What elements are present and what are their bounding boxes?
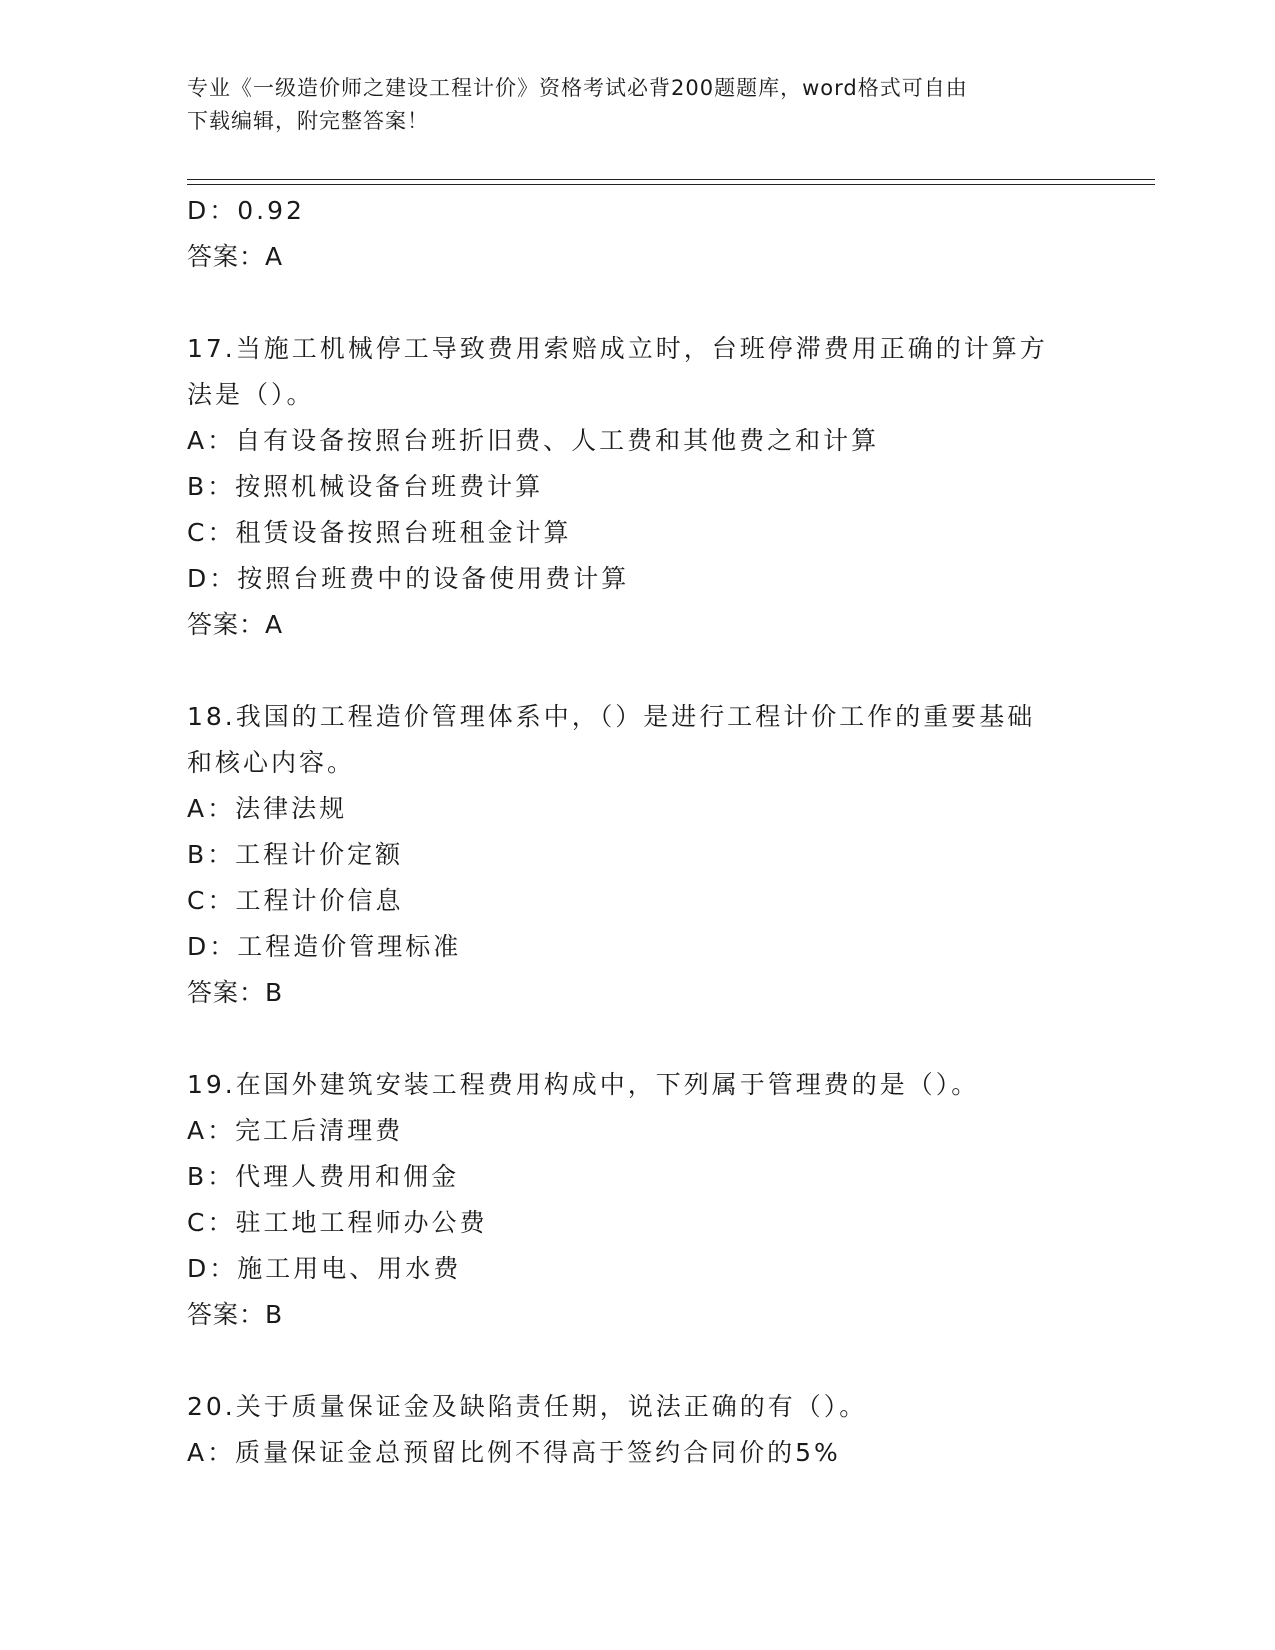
question-20 bbox=[187, 1384, 1087, 1476]
question-stem: 17.当施工机械停工导致费用索赔成立时，台班停滞费用正确的计算方 bbox=[187, 334, 1048, 363]
spacer bbox=[187, 1338, 1087, 1384]
question-stem: 18.我国的工程造价管理体系中，（）是进行工程计价工作的重要基础 bbox=[187, 702, 1036, 731]
option-b: B：按照机械设备台班费计算 bbox=[187, 472, 544, 501]
header-divider-top bbox=[187, 179, 1155, 180]
previous-question-tail bbox=[187, 188, 1087, 280]
header-line-1: 专业《一级造价师之建设工程计价》资格考试必背200题题库，word格式可自由 bbox=[187, 76, 968, 100]
header-line-2: 下载编辑，附完整答案！ bbox=[187, 109, 429, 133]
option-d: D：按照台班费中的设备使用费计算 bbox=[187, 564, 630, 593]
question-stem: 20.关于质量保证金及缺陷责任期，说法正确的有（）。 bbox=[187, 1392, 868, 1421]
question-18 bbox=[187, 694, 1087, 1016]
question-17 bbox=[187, 326, 1087, 648]
answer-line: 答案：B bbox=[187, 1300, 284, 1329]
option-a: A：质量保证金总预留比例不得高于签约合同价的5% bbox=[187, 1438, 841, 1467]
option-d: D：施工用电、用水费 bbox=[187, 1254, 462, 1283]
option-d: D：0.92 bbox=[187, 196, 305, 225]
option-a: A：自有设备按照台班折旧费、人工费和其他费之和计算 bbox=[187, 426, 880, 455]
option-c: C：驻工地工程师办公费 bbox=[187, 1208, 488, 1237]
question-list bbox=[187, 188, 1087, 1476]
option-c: C：工程计价信息 bbox=[187, 886, 404, 915]
header-divider-bottom bbox=[187, 184, 1155, 185]
option-a: A：完工后清理费 bbox=[187, 1116, 404, 1145]
question-stem-continued: 法是（）。 bbox=[187, 380, 315, 409]
option-b: B：工程计价定额 bbox=[187, 840, 404, 869]
spacer bbox=[187, 1016, 1087, 1062]
option-b: B：代理人费用和佣金 bbox=[187, 1162, 460, 1191]
answer-line: 答案：B bbox=[187, 978, 284, 1007]
spacer bbox=[187, 280, 1087, 326]
answer-line: 答案：A bbox=[187, 610, 284, 639]
option-d: D：工程造价管理标准 bbox=[187, 932, 462, 961]
answer-line: 答案：A bbox=[187, 242, 284, 271]
page-header bbox=[187, 72, 1077, 138]
option-c: C：租赁设备按照台班租金计算 bbox=[187, 518, 572, 547]
question-stem-continued: 和核心内容。 bbox=[187, 748, 356, 777]
question-stem: 19.在国外建筑安装工程费用构成中，下列属于管理费的是（）。 bbox=[187, 1070, 980, 1099]
question-19 bbox=[187, 1062, 1087, 1338]
spacer bbox=[187, 648, 1087, 694]
option-a: A：法律法规 bbox=[187, 794, 348, 823]
